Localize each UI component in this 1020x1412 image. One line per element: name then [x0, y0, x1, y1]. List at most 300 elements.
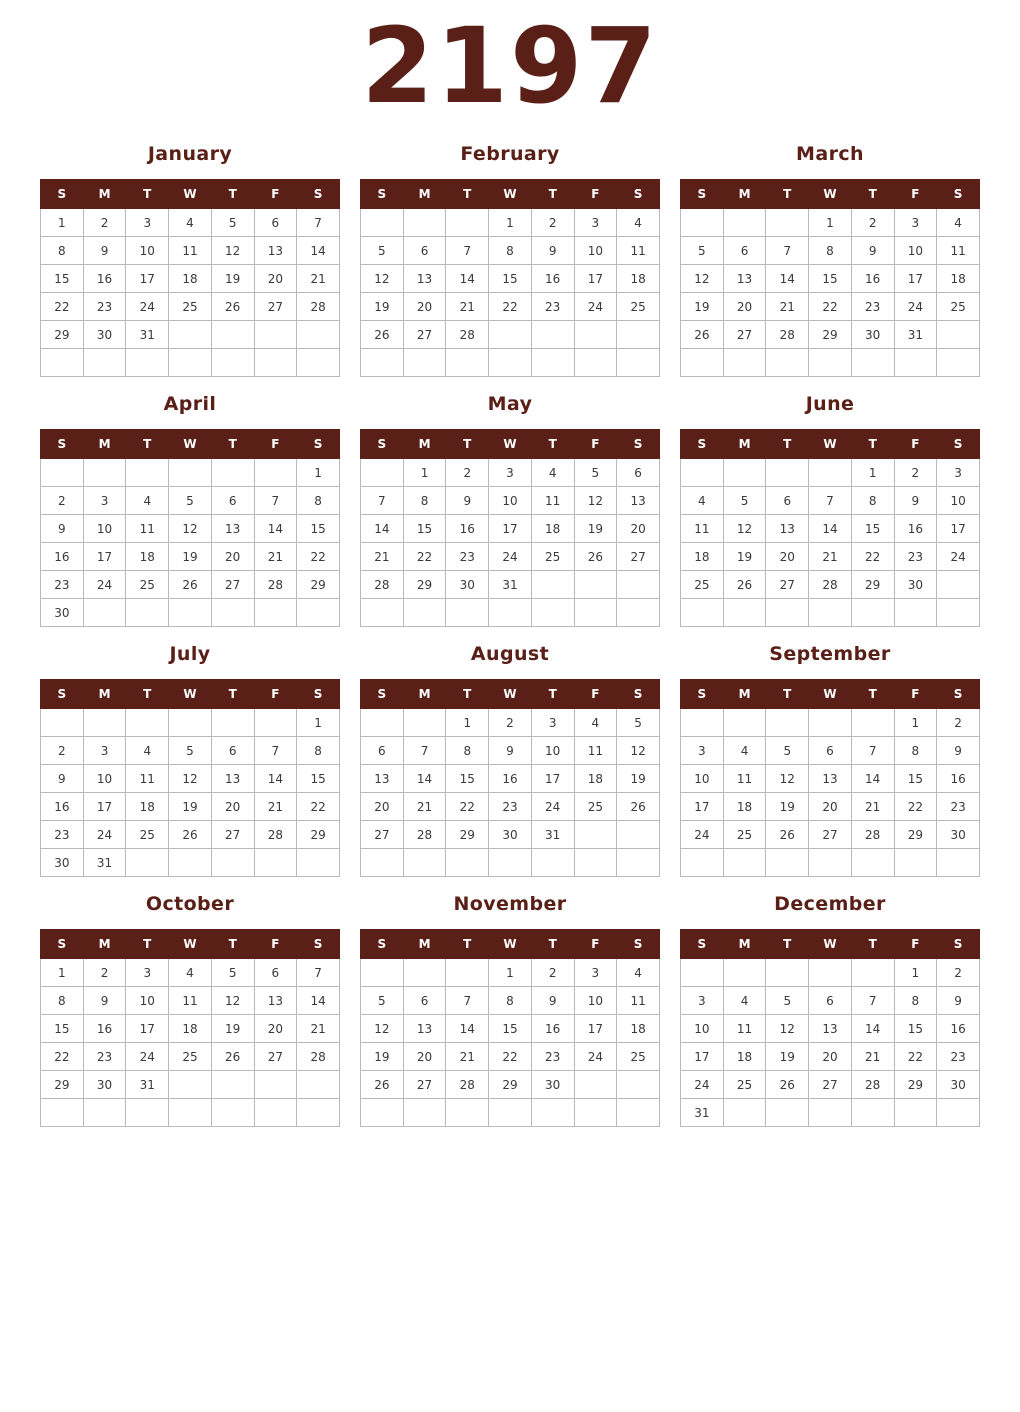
day-cell[interactable]: 3 [126, 959, 169, 987]
day-cell[interactable]: 15 [446, 765, 489, 793]
day-cell[interactable]: 26 [766, 821, 809, 849]
day-cell[interactable]: 7 [809, 487, 852, 515]
day-cell[interactable]: 18 [574, 765, 617, 793]
day-cell[interactable]: 13 [403, 1015, 446, 1043]
day-cell[interactable]: 29 [809, 321, 852, 349]
day-cell[interactable]: 22 [489, 293, 532, 321]
day-cell[interactable]: 21 [851, 793, 894, 821]
day-cell[interactable]: 30 [531, 1071, 574, 1099]
day-cell[interactable]: 22 [894, 1043, 937, 1071]
day-cell[interactable]: 28 [809, 571, 852, 599]
day-cell[interactable]: 5 [723, 487, 766, 515]
day-cell[interactable]: 28 [297, 1043, 340, 1071]
day-cell[interactable]: 16 [851, 265, 894, 293]
day-cell[interactable]: 16 [446, 515, 489, 543]
day-cell[interactable]: 7 [446, 237, 489, 265]
day-cell[interactable]: 3 [531, 709, 574, 737]
day-cell[interactable]: 4 [169, 209, 212, 237]
day-cell[interactable]: 12 [169, 515, 212, 543]
day-cell[interactable]: 3 [937, 459, 980, 487]
day-cell[interactable]: 29 [297, 821, 340, 849]
day-cell[interactable]: 5 [574, 459, 617, 487]
day-cell[interactable]: 2 [41, 737, 84, 765]
day-cell[interactable]: 2 [851, 209, 894, 237]
day-cell[interactable]: 22 [894, 793, 937, 821]
day-cell[interactable]: 8 [41, 987, 84, 1015]
day-cell[interactable]: 11 [169, 237, 212, 265]
day-cell[interactable]: 19 [766, 1043, 809, 1071]
day-cell[interactable]: 11 [723, 1015, 766, 1043]
day-cell[interactable]: 5 [211, 959, 254, 987]
day-cell[interactable]: 20 [211, 543, 254, 571]
day-cell[interactable]: 9 [531, 987, 574, 1015]
day-cell[interactable]: 21 [297, 265, 340, 293]
day-cell[interactable]: 25 [617, 1043, 660, 1071]
day-cell[interactable]: 29 [41, 1071, 84, 1099]
day-cell[interactable]: 10 [574, 987, 617, 1015]
day-cell[interactable]: 19 [361, 293, 404, 321]
day-cell[interactable]: 26 [169, 571, 212, 599]
day-cell[interactable]: 10 [681, 765, 724, 793]
day-cell[interactable]: 11 [617, 237, 660, 265]
day-cell[interactable]: 11 [169, 987, 212, 1015]
day-cell[interactable]: 19 [681, 293, 724, 321]
day-cell[interactable]: 22 [446, 793, 489, 821]
day-cell[interactable]: 16 [937, 765, 980, 793]
day-cell[interactable]: 12 [211, 237, 254, 265]
day-cell[interactable]: 29 [489, 1071, 532, 1099]
day-cell[interactable]: 4 [723, 737, 766, 765]
day-cell[interactable]: 4 [574, 709, 617, 737]
day-cell[interactable]: 6 [254, 959, 297, 987]
day-cell[interactable]: 7 [254, 487, 297, 515]
day-cell[interactable]: 5 [169, 737, 212, 765]
day-cell[interactable]: 26 [574, 543, 617, 571]
day-cell[interactable]: 7 [851, 737, 894, 765]
day-cell[interactable]: 7 [254, 737, 297, 765]
day-cell[interactable]: 24 [489, 543, 532, 571]
day-cell[interactable]: 3 [574, 959, 617, 987]
day-cell[interactable]: 19 [723, 543, 766, 571]
day-cell[interactable]: 2 [937, 959, 980, 987]
day-cell[interactable]: 17 [126, 1015, 169, 1043]
day-cell[interactable]: 21 [851, 1043, 894, 1071]
day-cell[interactable]: 3 [126, 209, 169, 237]
day-cell[interactable]: 10 [126, 237, 169, 265]
day-cell[interactable]: 24 [937, 543, 980, 571]
day-cell[interactable]: 30 [83, 321, 126, 349]
day-cell[interactable]: 2 [489, 709, 532, 737]
day-cell[interactable]: 20 [403, 293, 446, 321]
day-cell[interactable]: 13 [809, 765, 852, 793]
day-cell[interactable]: 31 [489, 571, 532, 599]
day-cell[interactable]: 12 [361, 1015, 404, 1043]
day-cell[interactable]: 10 [937, 487, 980, 515]
day-cell[interactable]: 25 [723, 1071, 766, 1099]
day-cell[interactable]: 21 [766, 293, 809, 321]
day-cell[interactable]: 18 [937, 265, 980, 293]
day-cell[interactable]: 30 [489, 821, 532, 849]
day-cell[interactable]: 22 [297, 793, 340, 821]
day-cell[interactable]: 13 [809, 1015, 852, 1043]
day-cell[interactable]: 24 [83, 571, 126, 599]
day-cell[interactable]: 5 [361, 987, 404, 1015]
day-cell[interactable]: 8 [489, 987, 532, 1015]
day-cell[interactable]: 1 [41, 209, 84, 237]
day-cell[interactable]: 13 [254, 987, 297, 1015]
day-cell[interactable]: 27 [361, 821, 404, 849]
day-cell[interactable]: 6 [809, 737, 852, 765]
day-cell[interactable]: 19 [361, 1043, 404, 1071]
day-cell[interactable]: 4 [723, 987, 766, 1015]
day-cell[interactable]: 29 [894, 1071, 937, 1099]
day-cell[interactable]: 19 [617, 765, 660, 793]
day-cell[interactable]: 14 [446, 1015, 489, 1043]
day-cell[interactable]: 21 [446, 293, 489, 321]
day-cell[interactable]: 2 [83, 209, 126, 237]
day-cell[interactable]: 19 [574, 515, 617, 543]
day-cell[interactable]: 1 [489, 959, 532, 987]
day-cell[interactable]: 2 [937, 709, 980, 737]
day-cell[interactable]: 15 [489, 1015, 532, 1043]
day-cell[interactable]: 31 [126, 1071, 169, 1099]
day-cell[interactable]: 23 [937, 793, 980, 821]
day-cell[interactable]: 2 [446, 459, 489, 487]
day-cell[interactable]: 1 [446, 709, 489, 737]
day-cell[interactable]: 12 [169, 765, 212, 793]
day-cell[interactable]: 27 [211, 571, 254, 599]
day-cell[interactable]: 27 [211, 821, 254, 849]
day-cell[interactable]: 12 [766, 765, 809, 793]
day-cell[interactable]: 25 [126, 571, 169, 599]
day-cell[interactable]: 28 [361, 571, 404, 599]
day-cell[interactable]: 18 [531, 515, 574, 543]
day-cell[interactable]: 23 [41, 821, 84, 849]
day-cell[interactable]: 4 [126, 487, 169, 515]
day-cell[interactable]: 14 [297, 987, 340, 1015]
day-cell[interactable]: 30 [83, 1071, 126, 1099]
day-cell[interactable]: 26 [617, 793, 660, 821]
day-cell[interactable]: 8 [297, 737, 340, 765]
day-cell[interactable]: 17 [681, 1043, 724, 1071]
day-cell[interactable]: 12 [681, 265, 724, 293]
day-cell[interactable]: 15 [297, 515, 340, 543]
day-cell[interactable]: 21 [446, 1043, 489, 1071]
day-cell[interactable]: 27 [403, 1071, 446, 1099]
day-cell[interactable]: 17 [83, 793, 126, 821]
day-cell[interactable]: 11 [937, 237, 980, 265]
day-cell[interactable]: 9 [531, 237, 574, 265]
day-cell[interactable]: 6 [723, 237, 766, 265]
day-cell[interactable]: 17 [574, 265, 617, 293]
day-cell[interactable]: 5 [169, 487, 212, 515]
day-cell[interactable]: 18 [617, 265, 660, 293]
day-cell[interactable]: 17 [83, 543, 126, 571]
day-cell[interactable]: 30 [851, 321, 894, 349]
day-cell[interactable]: 31 [83, 849, 126, 877]
day-cell[interactable]: 22 [489, 1043, 532, 1071]
day-cell[interactable]: 18 [126, 543, 169, 571]
day-cell[interactable]: 20 [809, 1043, 852, 1071]
day-cell[interactable]: 17 [126, 265, 169, 293]
day-cell[interactable]: 23 [83, 1043, 126, 1071]
day-cell[interactable]: 19 [211, 265, 254, 293]
day-cell[interactable]: 10 [489, 487, 532, 515]
day-cell[interactable]: 9 [83, 237, 126, 265]
day-cell[interactable]: 15 [489, 265, 532, 293]
day-cell[interactable]: 7 [297, 209, 340, 237]
day-cell[interactable]: 14 [851, 765, 894, 793]
day-cell[interactable]: 30 [894, 571, 937, 599]
day-cell[interactable]: 20 [766, 543, 809, 571]
day-cell[interactable]: 11 [574, 737, 617, 765]
day-cell[interactable]: 29 [403, 571, 446, 599]
day-cell[interactable]: 9 [446, 487, 489, 515]
day-cell[interactable]: 21 [403, 793, 446, 821]
day-cell[interactable]: 27 [403, 321, 446, 349]
day-cell[interactable]: 20 [361, 793, 404, 821]
day-cell[interactable]: 27 [617, 543, 660, 571]
day-cell[interactable]: 25 [531, 543, 574, 571]
day-cell[interactable]: 2 [83, 959, 126, 987]
day-cell[interactable]: 15 [809, 265, 852, 293]
day-cell[interactable]: 15 [297, 765, 340, 793]
day-cell[interactable]: 27 [254, 1043, 297, 1071]
day-cell[interactable]: 24 [681, 1071, 724, 1099]
day-cell[interactable]: 16 [83, 265, 126, 293]
day-cell[interactable]: 22 [297, 543, 340, 571]
day-cell[interactable]: 25 [937, 293, 980, 321]
day-cell[interactable]: 17 [681, 793, 724, 821]
day-cell[interactable]: 15 [403, 515, 446, 543]
day-cell[interactable]: 18 [126, 793, 169, 821]
day-cell[interactable]: 24 [574, 293, 617, 321]
day-cell[interactable]: 6 [254, 209, 297, 237]
day-cell[interactable]: 13 [211, 765, 254, 793]
day-cell[interactable]: 29 [41, 321, 84, 349]
day-cell[interactable]: 7 [851, 987, 894, 1015]
day-cell[interactable]: 4 [681, 487, 724, 515]
day-cell[interactable]: 20 [254, 265, 297, 293]
day-cell[interactable]: 3 [83, 487, 126, 515]
day-cell[interactable]: 31 [681, 1099, 724, 1127]
day-cell[interactable]: 1 [894, 959, 937, 987]
day-cell[interactable]: 15 [894, 765, 937, 793]
day-cell[interactable]: 8 [851, 487, 894, 515]
day-cell[interactable]: 26 [211, 293, 254, 321]
day-cell[interactable]: 27 [766, 571, 809, 599]
day-cell[interactable]: 8 [894, 987, 937, 1015]
day-cell[interactable]: 11 [617, 987, 660, 1015]
day-cell[interactable]: 3 [681, 987, 724, 1015]
day-cell[interactable]: 3 [681, 737, 724, 765]
day-cell[interactable]: 5 [766, 987, 809, 1015]
day-cell[interactable]: 23 [41, 571, 84, 599]
day-cell[interactable]: 22 [403, 543, 446, 571]
day-cell[interactable]: 16 [41, 543, 84, 571]
day-cell[interactable]: 6 [403, 237, 446, 265]
day-cell[interactable]: 12 [723, 515, 766, 543]
day-cell[interactable]: 13 [211, 515, 254, 543]
day-cell[interactable]: 16 [531, 1015, 574, 1043]
day-cell[interactable]: 13 [361, 765, 404, 793]
day-cell[interactable]: 24 [83, 821, 126, 849]
day-cell[interactable]: 23 [531, 1043, 574, 1071]
day-cell[interactable]: 6 [403, 987, 446, 1015]
day-cell[interactable]: 23 [851, 293, 894, 321]
day-cell[interactable]: 10 [681, 1015, 724, 1043]
day-cell[interactable]: 27 [723, 321, 766, 349]
day-cell[interactable]: 7 [361, 487, 404, 515]
day-cell[interactable]: 16 [894, 515, 937, 543]
day-cell[interactable]: 5 [211, 209, 254, 237]
day-cell[interactable]: 6 [766, 487, 809, 515]
day-cell[interactable]: 3 [894, 209, 937, 237]
day-cell[interactable]: 30 [41, 599, 84, 627]
day-cell[interactable]: 26 [361, 1071, 404, 1099]
day-cell[interactable]: 7 [297, 959, 340, 987]
day-cell[interactable]: 4 [617, 209, 660, 237]
day-cell[interactable]: 3 [489, 459, 532, 487]
day-cell[interactable]: 9 [894, 487, 937, 515]
day-cell[interactable]: 25 [169, 293, 212, 321]
day-cell[interactable]: 5 [617, 709, 660, 737]
day-cell[interactable]: 13 [723, 265, 766, 293]
day-cell[interactable]: 1 [41, 959, 84, 987]
day-cell[interactable]: 12 [574, 487, 617, 515]
day-cell[interactable]: 1 [297, 709, 340, 737]
day-cell[interactable]: 16 [489, 765, 532, 793]
day-cell[interactable]: 3 [83, 737, 126, 765]
day-cell[interactable]: 10 [83, 515, 126, 543]
day-cell[interactable]: 29 [851, 571, 894, 599]
day-cell[interactable]: 17 [894, 265, 937, 293]
day-cell[interactable]: 20 [617, 515, 660, 543]
day-cell[interactable]: 1 [894, 709, 937, 737]
day-cell[interactable]: 30 [937, 1071, 980, 1099]
day-cell[interactable]: 23 [83, 293, 126, 321]
day-cell[interactable]: 17 [574, 1015, 617, 1043]
day-cell[interactable]: 13 [403, 265, 446, 293]
day-cell[interactable]: 22 [41, 293, 84, 321]
day-cell[interactable]: 1 [809, 209, 852, 237]
day-cell[interactable]: 13 [766, 515, 809, 543]
day-cell[interactable]: 22 [41, 1043, 84, 1071]
day-cell[interactable]: 9 [41, 515, 84, 543]
day-cell[interactable]: 28 [254, 571, 297, 599]
day-cell[interactable]: 4 [937, 209, 980, 237]
day-cell[interactable]: 11 [126, 765, 169, 793]
day-cell[interactable]: 2 [41, 487, 84, 515]
day-cell[interactable]: 1 [851, 459, 894, 487]
day-cell[interactable]: 21 [254, 793, 297, 821]
day-cell[interactable]: 10 [531, 737, 574, 765]
day-cell[interactable]: 27 [809, 1071, 852, 1099]
day-cell[interactable]: 30 [446, 571, 489, 599]
day-cell[interactable]: 8 [41, 237, 84, 265]
day-cell[interactable]: 25 [723, 821, 766, 849]
day-cell[interactable]: 23 [531, 293, 574, 321]
day-cell[interactable]: 11 [723, 765, 766, 793]
day-cell[interactable]: 30 [41, 849, 84, 877]
day-cell[interactable]: 25 [681, 571, 724, 599]
day-cell[interactable]: 26 [723, 571, 766, 599]
day-cell[interactable]: 9 [83, 987, 126, 1015]
day-cell[interactable]: 15 [41, 1015, 84, 1043]
day-cell[interactable]: 28 [766, 321, 809, 349]
day-cell[interactable]: 11 [531, 487, 574, 515]
day-cell[interactable]: 10 [574, 237, 617, 265]
day-cell[interactable]: 24 [894, 293, 937, 321]
day-cell[interactable]: 18 [723, 793, 766, 821]
day-cell[interactable]: 6 [211, 487, 254, 515]
day-cell[interactable]: 19 [766, 793, 809, 821]
day-cell[interactable]: 18 [617, 1015, 660, 1043]
day-cell[interactable]: 23 [894, 543, 937, 571]
day-cell[interactable]: 28 [446, 321, 489, 349]
day-cell[interactable]: 20 [254, 1015, 297, 1043]
day-cell[interactable]: 9 [41, 765, 84, 793]
day-cell[interactable]: 19 [211, 1015, 254, 1043]
day-cell[interactable]: 4 [126, 737, 169, 765]
day-cell[interactable]: 26 [211, 1043, 254, 1071]
day-cell[interactable]: 6 [211, 737, 254, 765]
day-cell[interactable]: 29 [297, 571, 340, 599]
day-cell[interactable]: 31 [894, 321, 937, 349]
day-cell[interactable]: 9 [937, 987, 980, 1015]
day-cell[interactable]: 24 [126, 1043, 169, 1071]
day-cell[interactable]: 25 [126, 821, 169, 849]
day-cell[interactable]: 8 [809, 237, 852, 265]
day-cell[interactable]: 26 [681, 321, 724, 349]
day-cell[interactable]: 14 [809, 515, 852, 543]
day-cell[interactable]: 5 [681, 237, 724, 265]
day-cell[interactable]: 10 [83, 765, 126, 793]
day-cell[interactable]: 26 [361, 321, 404, 349]
day-cell[interactable]: 21 [254, 543, 297, 571]
day-cell[interactable]: 13 [254, 237, 297, 265]
day-cell[interactable]: 24 [531, 793, 574, 821]
day-cell[interactable]: 14 [851, 1015, 894, 1043]
day-cell[interactable]: 8 [297, 487, 340, 515]
day-cell[interactable]: 14 [766, 265, 809, 293]
day-cell[interactable]: 16 [937, 1015, 980, 1043]
day-cell[interactable]: 16 [531, 265, 574, 293]
day-cell[interactable]: 15 [851, 515, 894, 543]
day-cell[interactable]: 28 [254, 821, 297, 849]
day-cell[interactable]: 14 [403, 765, 446, 793]
day-cell[interactable]: 14 [254, 515, 297, 543]
day-cell[interactable]: 17 [531, 765, 574, 793]
day-cell[interactable]: 18 [169, 265, 212, 293]
day-cell[interactable]: 6 [617, 459, 660, 487]
day-cell[interactable]: 18 [723, 1043, 766, 1071]
day-cell[interactable]: 31 [126, 321, 169, 349]
day-cell[interactable]: 27 [254, 293, 297, 321]
day-cell[interactable]: 27 [809, 821, 852, 849]
day-cell[interactable]: 1 [489, 209, 532, 237]
day-cell[interactable]: 25 [169, 1043, 212, 1071]
day-cell[interactable]: 20 [723, 293, 766, 321]
day-cell[interactable]: 12 [211, 987, 254, 1015]
day-cell[interactable]: 23 [937, 1043, 980, 1071]
day-cell[interactable]: 4 [169, 959, 212, 987]
day-cell[interactable]: 28 [851, 821, 894, 849]
day-cell[interactable]: 21 [297, 1015, 340, 1043]
day-cell[interactable]: 9 [937, 737, 980, 765]
day-cell[interactable]: 10 [126, 987, 169, 1015]
day-cell[interactable]: 12 [766, 1015, 809, 1043]
